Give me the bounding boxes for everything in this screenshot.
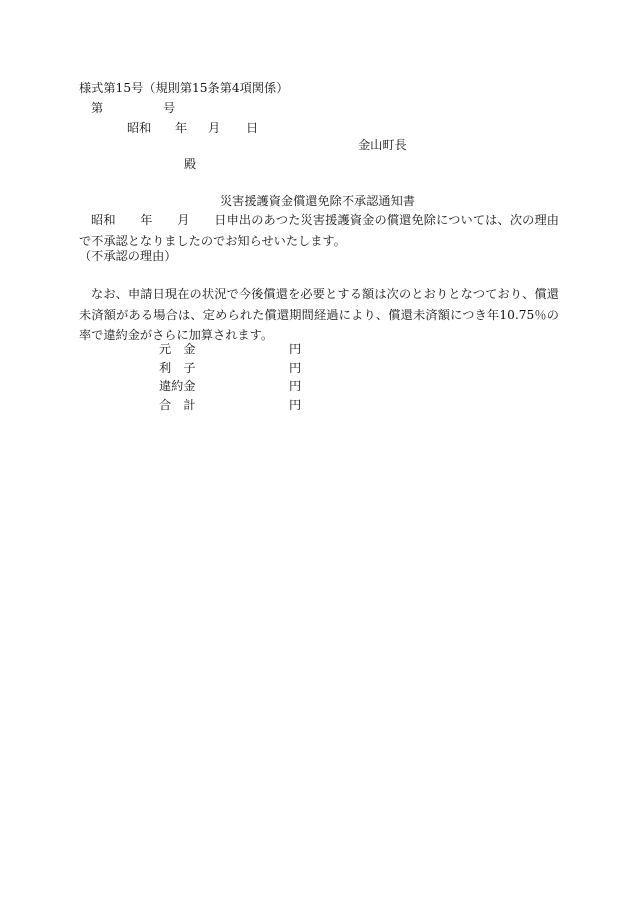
amount-unit-total: 円 [289,398,302,412]
form-header: 様式第15号（規則第15条第4項関係） [79,81,289,95]
body-paragraph-1: 昭和 年 月 日申出のあつた災害援護資金の償還免除については、次の理由で不承認となりましたのでお知らせいたします。 [79,213,559,248]
amount-unit-penalty: 円 [289,379,302,393]
date-month: 月 [208,121,221,135]
amount-label-interest: 利 子 [159,361,196,375]
date-era: 昭和 [127,121,152,135]
amount-label-penalty: 違約金 [159,379,196,393]
date-day: 日 [246,121,259,135]
amount-unit-interest: 円 [289,361,302,375]
number-suffix: 号 [163,101,176,115]
issuer-name: 金山町長 [358,138,407,152]
reason-label: （不承認の理由） [79,249,177,263]
amount-label-total: 合 計 [159,398,196,412]
amount-unit-principal: 円 [289,342,302,356]
amount-label-principal: 元 金 [159,342,196,356]
document-title: 災害援護資金償還免除不承認通知書 [220,194,415,208]
number-prefix: 第 [91,101,104,115]
addressee-honorific: 殿 [184,157,197,171]
body-paragraph-2: なお、申請日現在の状況で今後償還を必要とする額は次のとおりとなつており、償還未済額がある場合は、定められた償還期間経過により、償還未済額につき年10.75％の率で違約金がさらに加算されます。 [79,287,559,342]
date-year: 年 [175,121,188,135]
